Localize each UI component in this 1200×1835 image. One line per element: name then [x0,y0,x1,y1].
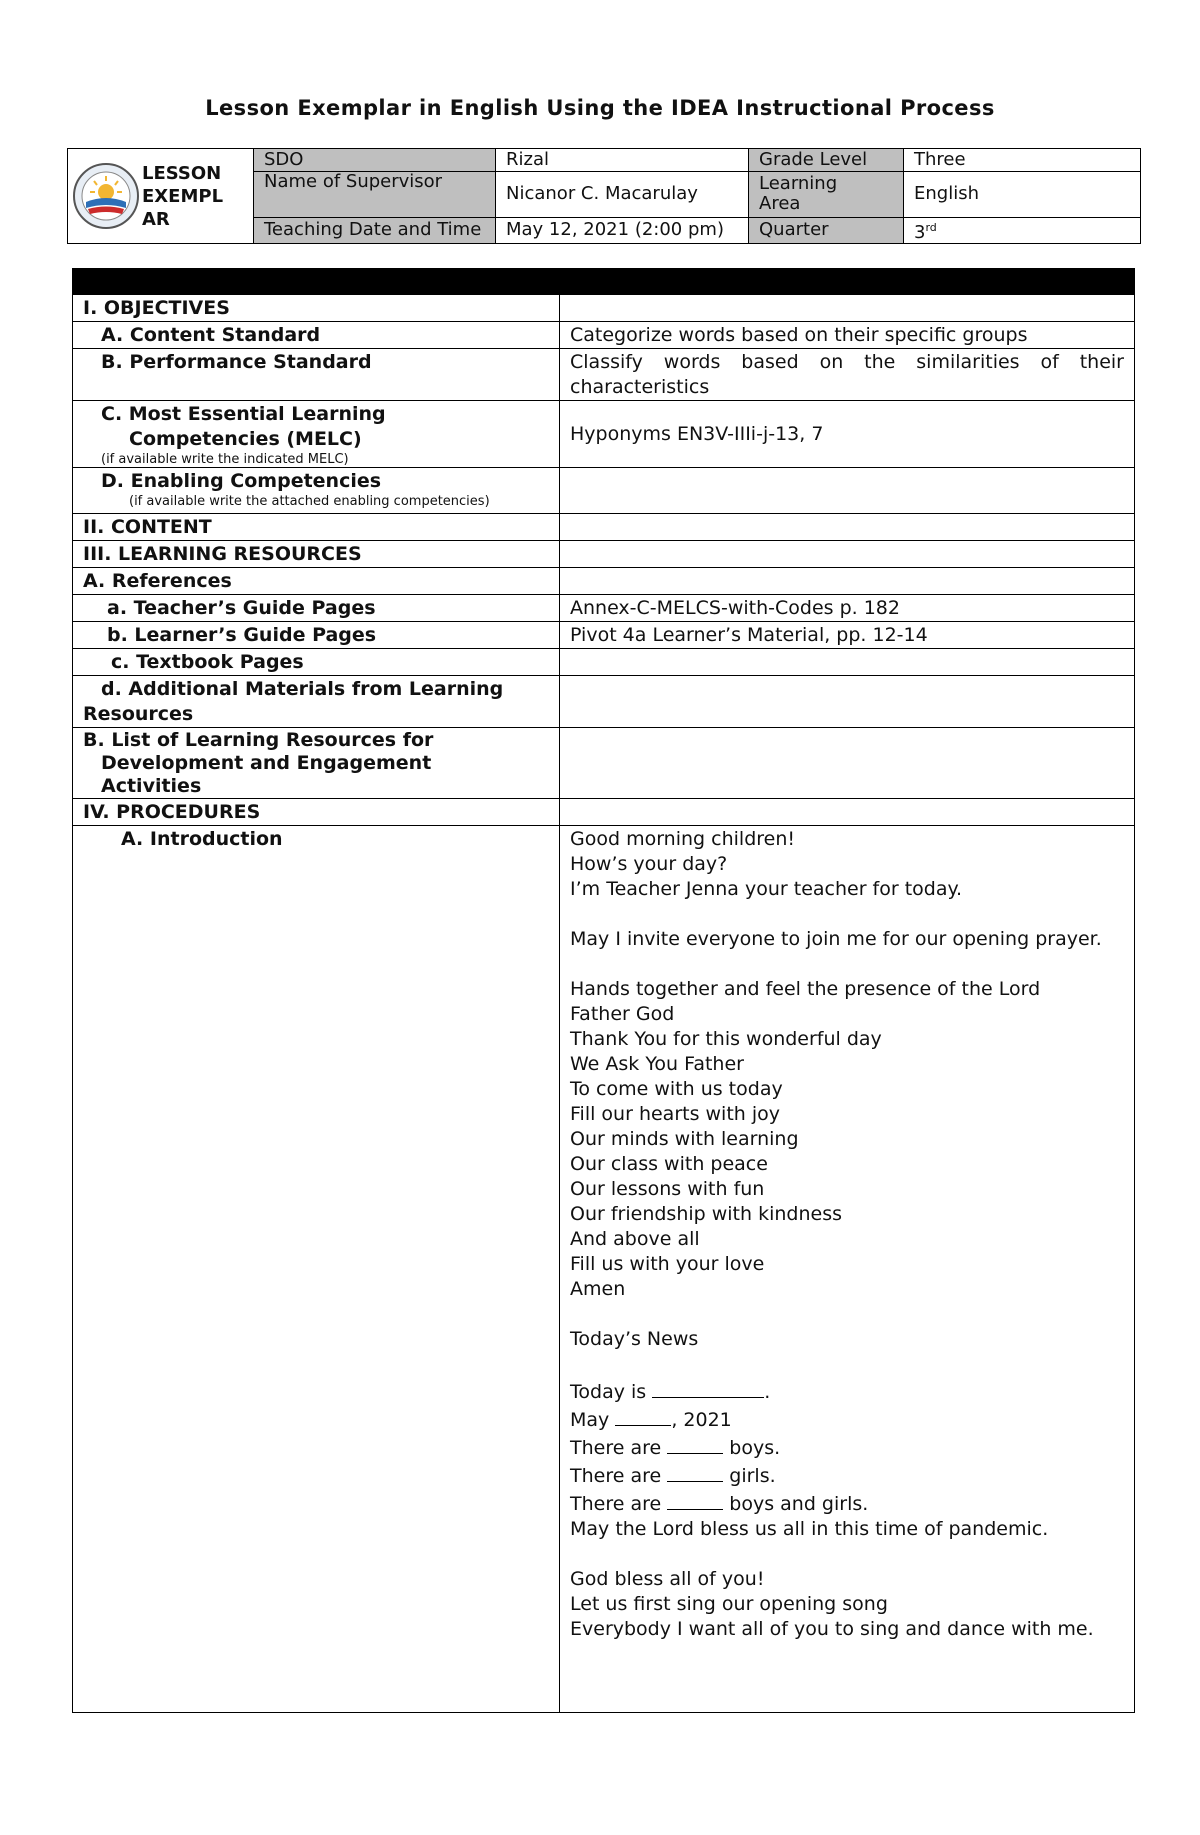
prayer-line: Fill our hearts with joy [570,1103,781,1125]
prayer-line: And above all [570,1228,700,1250]
learners-guide-value: Pivot 4a Learner’s Material, pp. 12-14 [560,622,1135,649]
references-label: A. References [73,568,560,595]
blessing: May the Lord bless us all in this time of pandemic. [570,1518,1049,1540]
news-date: May , 2021 [570,1405,1124,1433]
melc-label: C. Most Essential Learning Competencies (MELC) (if available write the indicated MELC) [73,401,560,468]
enabling-competencies-label: D. Enabling Competencies (if available write the attached enabling competencies) [73,468,560,514]
prayer-line: We Ask You Father [570,1053,744,1075]
news-total: There are boys and girls. [570,1489,1124,1517]
performance-standard-value: Classify words based on the similarities of their characteristics [560,349,1135,401]
content-standard-value: Categorize words based on their specific groups [560,322,1135,349]
grade-level-value: Three [904,149,1141,172]
prayer-line: Our lessons with fun [570,1178,765,1200]
grade-level-label: Grade Level [749,149,904,172]
learning-resources-list-label: B. List of Learning Resources for Development and Engagement Activities [73,728,560,799]
news-title: Today’s News [570,1328,699,1350]
teachers-guide-label: a. Teacher’s Guide Pages [73,595,560,622]
learning-resources-heading: III. LEARNING RESOURCES [73,541,560,568]
learning-area-label: Learning Area [749,172,904,217]
prayer-line: To come with us today [570,1078,783,1100]
melc-value: Hyponyms EN3V-IIIi-j-13, 7 [560,401,1135,468]
news-girls: There are girls. [570,1461,1124,1489]
prayer-line: Thank You for this wonderful day [570,1028,882,1050]
lesson-table [72,268,1135,1713]
supervisor-label: Name of Supervisor [254,172,496,217]
teachers-guide-value: Annex-C-MELCS-with-Codes p. 182 [560,595,1135,622]
prayer-line: Our minds with learning [570,1128,799,1150]
content-heading: II. CONTENT [73,514,560,541]
logo-text: LESSON EXEMPL AR [142,162,224,230]
content-standard-label: A. Content Standard [73,322,560,349]
enabling-competencies-value [560,468,1135,514]
deped-seal-icon [72,162,140,230]
quarter-value: 3rd [904,217,1141,243]
enabling-note: (if available write the attached enabling competencies) [129,494,490,509]
prayer-line: Amen [570,1278,626,1300]
procedures-heading: IV. PROCEDURES [73,799,560,826]
additional-materials-label: d. Additional Materials from Learning Resources [73,676,560,728]
page-title: Lesson Exemplar in English Using the IDEA Instructional Process [205,96,995,120]
sdo-label: SDO [254,149,496,172]
quarter-label: Quarter [749,217,904,243]
prayer-line: Father God [570,1003,675,1025]
prayer-line: Our class with peace [570,1153,768,1175]
prayer-invite: May I invite everyone to join me for our opening prayer. [570,928,1102,950]
introduction-content: Good morning children! How’s your day? I’m Teacher Jenna your teacher for today. May I invite everyone to join me for our opening prayer. Hands together and feel the presence of the Lord Father God Thank You for this wonderful day We Ask You Father To come with us today Fill our hearts with joy Our minds with learning Our class with peace Our lessons with fun Our friendship with kindness And above all Fill us with your love Amen Today’s News Today is . May , 2021 There are boys. There are girls. There are boys and girls. May the Lord bless us all in this time of pandemic. God bless all of you! Let us first sing our opening song Everybody I want all of you to sing and dance with me. [560,826,1135,1713]
prayer-line: Hands together and feel the presence of the Lord [570,978,1041,1000]
table-header-bar [73,269,560,295]
prayer-line: Fill us with your love [570,1253,765,1275]
melc-note: (if available write the indicated MELC) [101,452,349,467]
news-boys: There are boys. [570,1433,1124,1461]
header-table [67,148,1141,244]
objectives-heading: I. OBJECTIVES [73,295,560,322]
performance-standard-label: B. Performance Standard [73,349,560,401]
teaching-date-value: May 12, 2021 (2:00 pm) [496,217,749,243]
textbook-pages-label: c. Textbook Pages [73,649,560,676]
logo-cell [68,149,254,244]
learners-guide-label: b. Learner’s Guide Pages [73,622,560,649]
sing-instruction: Everybody I want all of you to sing and dance with me. [570,1618,1094,1640]
sdo-value: Rizal [496,149,749,172]
teaching-date-label: Teaching Date and Time [254,217,496,243]
prayer-line: Our friendship with kindness [570,1203,843,1225]
supervisor-value: Nicanor C. Macarulay [496,172,749,217]
introduction-label: A. Introduction [73,826,560,1713]
news-today: Today is . [570,1377,1124,1405]
learning-area-value: English [904,172,1141,217]
